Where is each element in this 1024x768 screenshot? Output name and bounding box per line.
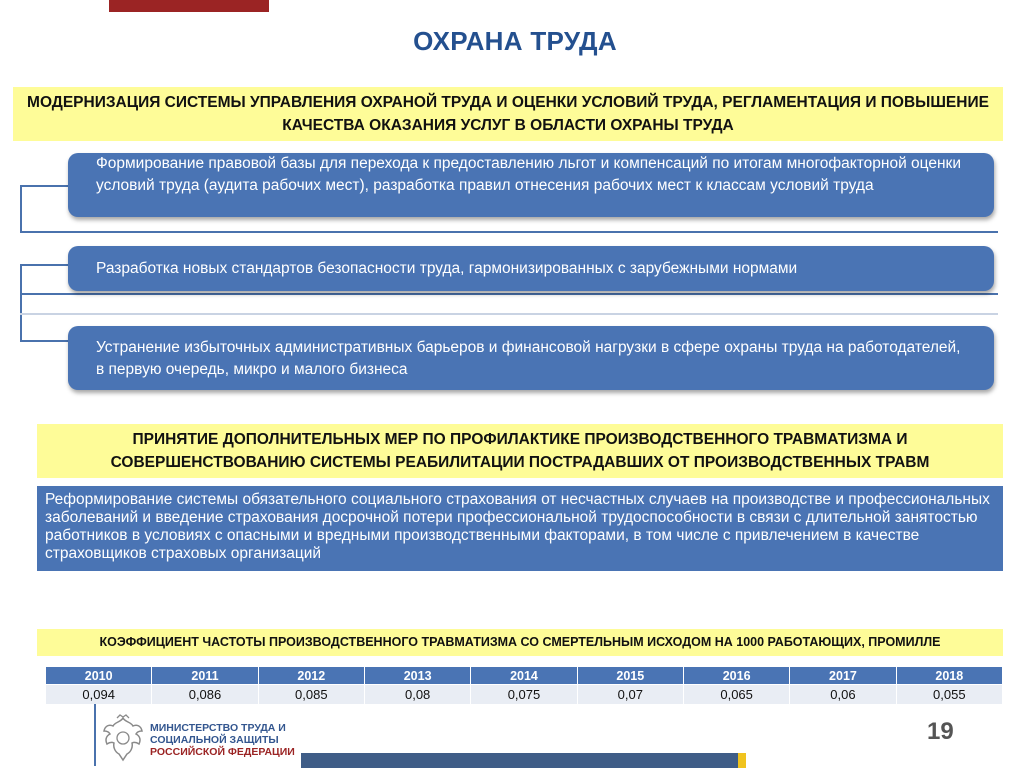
injury-rate-table: [45, 666, 1003, 705]
connector-line: [20, 313, 998, 315]
rate-value: 0,055: [896, 685, 1002, 705]
measure-card-3: Устранение избыточных административных барьеров и финансовой нагрузки в сфере охраны труда на работодателей, в первую очередь, микро и малого бизнеса: [68, 326, 994, 390]
rate-value: 0,08: [364, 685, 470, 705]
coat-of-arms-icon: [101, 714, 145, 768]
footer-bar-accent: [738, 753, 746, 768]
section1-heading: МОДЕРНИЗАЦИЯ СИСТЕМЫ УПРАВЛЕНИЯ ОХРАНОЙ ТРУДА И ОЦЕНКИ УСЛОВИЙ ТРУДА, РЕГЛАМЕНТАЦИЯ И ПОВЫШЕНИЕ КАЧЕСТВА ОКАЗАНИЯ УСЛУГ В ОБЛАСТИ ОХРАНЫ ТРУДА: [13, 87, 1003, 141]
year-header: 2011: [152, 667, 258, 685]
year-header: 2013: [364, 667, 470, 685]
rate-value: 0,085: [258, 685, 364, 705]
ministry-line: РОССИЙСКОЙ ФЕДЕРАЦИИ: [150, 746, 295, 758]
ministry-name: [150, 722, 295, 758]
rate-value: 0,094: [46, 685, 152, 705]
measure-card-2: Разработка новых стандартов безопасности труда, гармонизированных с зарубежными нормами: [68, 246, 994, 291]
connector-bracket: [20, 185, 68, 233]
table-header-row: [46, 667, 1003, 685]
measure-card-1: Формирование правовой базы для перехода к предоставлению льгот и компенсаций по итогам многофакторной оценки условий труда (аудита рабочих мест), разработка правил отнесения рабочих мест к классам условий труда: [68, 153, 994, 217]
page-number: 19: [927, 718, 954, 745]
reform-description: Реформирование системы обязательного социального страхования от несчастных случаев на производстве и профессиональных заболеваний и введение страхования досрочной потери профессиональной трудоспособности в связи с длительной занятостью работников в условиях с опасными и вредными производственными факторами, в том числе с привлечением в качестве страховщиков страховых организаций: [37, 486, 1003, 571]
rate-value: 0,086: [152, 685, 258, 705]
rate-value: 0,065: [683, 685, 789, 705]
connector-line: [20, 293, 998, 295]
year-header: 2018: [896, 667, 1002, 685]
page-title: ОХРАНА ТРУДА: [413, 26, 617, 56]
year-header: 2017: [790, 667, 896, 685]
rate-value: 0,075: [471, 685, 577, 705]
footer-divider: [94, 704, 96, 766]
rate-value: 0,07: [577, 685, 683, 705]
table-row: [46, 685, 1003, 705]
year-header: 2012: [258, 667, 364, 685]
year-header: 2015: [577, 667, 683, 685]
top-accent-bar: [109, 0, 269, 12]
section3-heading: КОЭФФИЦИЕНТ ЧАСТОТЫ ПРОИЗВОДСТВЕННОГО ТРАВМАТИЗМА СО СМЕРТЕЛЬНЫМ ИСХОДОМ НА 1000 РАБОТАЮЩИХ, ПРОМИЛЛЕ: [37, 629, 1003, 656]
section2-heading: ПРИНЯТИЕ ДОПОЛНИТЕЛЬНЫХ МЕР ПО ПРОФИЛАКТИКЕ ПРОИЗВОДСТВЕННОГО ТРАВМАТИЗМА И СОВЕРШЕНСТВОВАНИЮ СИСТЕМЫ РЕАБИЛИТАЦИИ ПОСТРАДАВШИХ ОТ ПРОИЗВОДСТВЕННЫХ ТРАВМ: [37, 424, 1003, 478]
rate-value: 0,06: [790, 685, 896, 705]
year-header: 2010: [46, 667, 152, 685]
connector-bracket: [20, 264, 68, 342]
ministry-line: СОЦИАЛЬНОЙ ЗАЩИТЫ: [150, 734, 279, 746]
ministry-line: МИНИСТЕРСТВО ТРУДА И: [150, 722, 286, 734]
connector-line: [20, 231, 998, 233]
year-header: 2016: [683, 667, 789, 685]
footer-bar: [301, 753, 738, 768]
year-header: 2014: [471, 667, 577, 685]
